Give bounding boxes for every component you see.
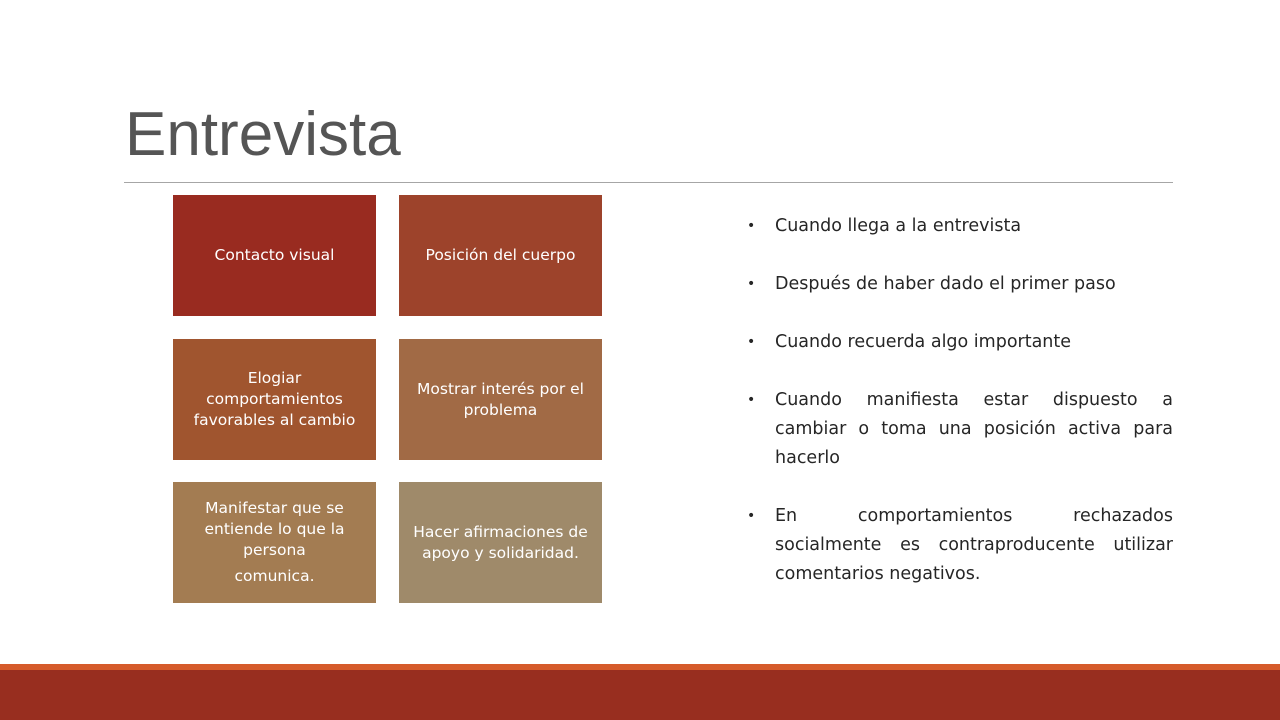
tile-text (426, 245, 576, 266)
tile-text (403, 522, 598, 564)
bullet-text: En comportamientos rechazados socialmente es contraproducente utilizar comentarios negativos. (775, 506, 1173, 584)
tile-mostrar-interes (399, 339, 602, 460)
tile-paragraph: comunica. (234, 567, 315, 586)
tile-paragraph: Contacto visual (214, 246, 335, 265)
tile-text (177, 368, 372, 431)
tile-contacto-visual (173, 195, 376, 316)
bullet-dot-icon: • (747, 392, 756, 408)
bullet-item (747, 502, 1173, 589)
bullet-text: Cuando manifiesta estar dispuesto a cambiar o toma una posición activa para hacerlo (775, 390, 1173, 468)
bullet-item (747, 212, 1173, 241)
bullet-text: Después de haber dado el primer paso (775, 274, 1116, 294)
tile-hacer-afirmaciones (399, 482, 602, 603)
tile-posicion-cuerpo (399, 195, 602, 316)
tile-text (215, 245, 335, 266)
tile-paragraph: Mostrar interés por el problema (417, 379, 584, 419)
tile-paragraph: Posición del cuerpo (425, 246, 576, 265)
tile-manifestar (173, 482, 376, 603)
tile-text (177, 498, 372, 588)
bullet-item (747, 270, 1173, 299)
bullet-text: Cuando llega a la entrevista (775, 216, 1022, 236)
tile-elogiar (173, 339, 376, 460)
bullet-dot-icon: • (747, 334, 756, 350)
bullet-list (747, 212, 1173, 618)
tile-paragraph: Hacer afirmaciones de apoyo y solidaridad. (413, 522, 588, 562)
bullet-dot-icon: • (747, 508, 756, 524)
tile-text (403, 379, 598, 421)
bullet-item (747, 386, 1173, 473)
bullet-item (747, 328, 1173, 357)
bullet-text: Cuando recuerda algo importante (775, 332, 1072, 352)
tile-paragraph: Manifestar que se entiende lo que la persona (204, 498, 345, 559)
tile-paragraph: Elogiar comportamientos favorables al cambio (193, 369, 356, 429)
footer-bar (0, 670, 1280, 720)
bullet-dot-icon: • (747, 276, 756, 292)
title-divider (124, 182, 1173, 183)
bullet-dot-icon: • (747, 218, 756, 234)
slide-title: Entrevista (125, 100, 401, 169)
